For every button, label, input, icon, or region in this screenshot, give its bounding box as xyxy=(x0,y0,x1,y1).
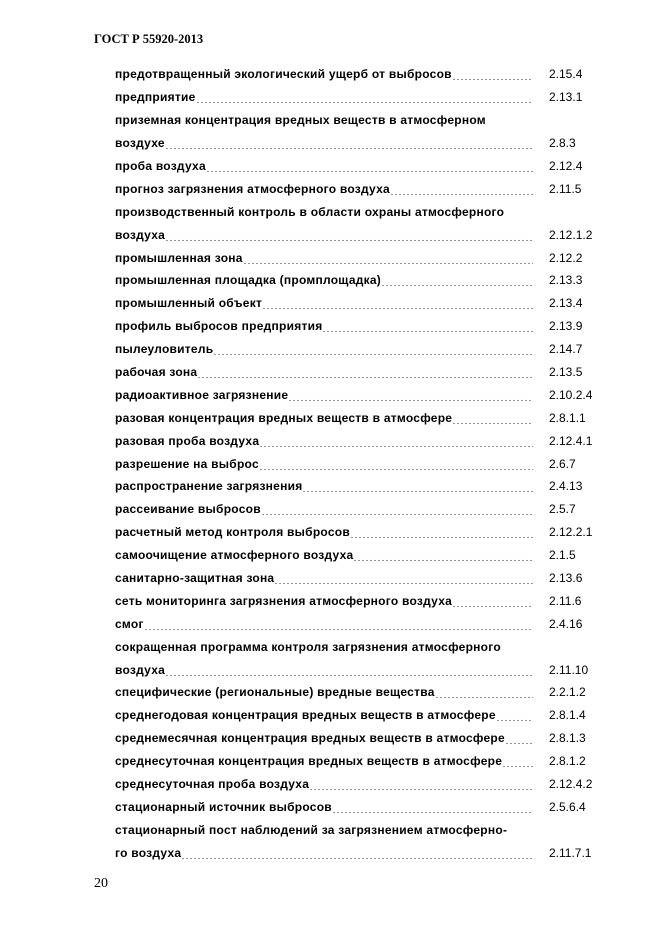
index-reference: 2.2.1.2 xyxy=(549,685,586,700)
index-entry xyxy=(115,223,605,246)
index-entry xyxy=(115,406,605,429)
index-entry xyxy=(115,681,605,704)
index-term: радиоактивное загрязнение xyxy=(115,387,289,402)
dot-leader xyxy=(288,389,533,401)
dot-leader xyxy=(181,847,533,859)
index-reference: 2.4.16 xyxy=(549,616,583,631)
index-term: среднесуточная концентрация вредных веществ в атмосфере xyxy=(115,754,503,769)
index-entry xyxy=(115,177,605,200)
index-term: среднегодовая концентрация вредных веществ в атмосфере xyxy=(115,708,496,723)
index-term: смог xyxy=(115,616,144,631)
index-entry-line xyxy=(115,818,605,841)
index-entry xyxy=(115,704,605,727)
index-term: воздухе xyxy=(115,136,165,151)
index-reference: 2.13.4 xyxy=(549,296,583,311)
index-entry xyxy=(115,750,605,773)
index-entry xyxy=(115,612,605,635)
index-term: распространение загрязнения xyxy=(115,479,303,494)
index-term: проба воздуха xyxy=(115,159,206,173)
index-term: самоочищение атмосферного воздуха xyxy=(115,548,354,563)
index-reference: 2.11.6 xyxy=(549,593,582,608)
index-entry xyxy=(115,86,605,109)
index-entry xyxy=(115,452,605,475)
index-term: расчетный метод контроля выбросов xyxy=(115,525,350,540)
index-entry xyxy=(115,429,605,452)
dot-leader xyxy=(322,320,533,332)
index-reference: 2.8.1.1 xyxy=(549,410,586,425)
index-term: рабочая зона xyxy=(115,365,198,380)
dot-leader xyxy=(452,68,533,80)
index-reference: 2.13.6 xyxy=(549,571,583,586)
dot-leader xyxy=(274,572,533,584)
index-term: среднесуточная проба воздуха xyxy=(115,777,310,792)
index-term-first-line: производственный контроль в области охраны атмосферного xyxy=(115,204,505,219)
index-entry xyxy=(115,498,605,521)
dot-leader xyxy=(262,297,533,309)
index-reference: 2.13.9 xyxy=(549,319,583,334)
index-reference: 2.13.3 xyxy=(549,273,583,288)
page-number: 20 xyxy=(94,876,108,891)
index-term: профиль выбросов предприятия xyxy=(115,319,323,334)
index-entry xyxy=(115,841,605,864)
term-index-list xyxy=(115,63,605,864)
index-reference: 2.12.4.1 xyxy=(549,433,593,448)
index-term: санитарно-защитная зона xyxy=(115,571,275,586)
index-term: воздуха xyxy=(115,227,166,242)
index-reference: 2.8.1.4 xyxy=(549,708,586,723)
index-entry xyxy=(115,475,605,498)
index-reference: 2.12.1.2 xyxy=(549,227,593,242)
index-term: промышленный объект xyxy=(115,296,263,311)
index-term: предприятие xyxy=(115,90,196,105)
index-entry xyxy=(115,132,605,155)
index-reference: 2.4.13 xyxy=(549,479,583,494)
index-entry xyxy=(115,63,605,86)
index-reference: 2.8.3 xyxy=(549,136,576,151)
index-entry-line xyxy=(115,635,605,658)
dot-leader xyxy=(144,618,533,630)
index-entry xyxy=(115,567,605,590)
index-entry xyxy=(115,521,605,544)
index-term: сеть мониторинга загрязнения атмосферного воздуха xyxy=(115,593,453,608)
dot-leader xyxy=(353,549,533,561)
index-entry xyxy=(115,383,605,406)
index-entry xyxy=(115,292,605,315)
dot-leader xyxy=(381,274,533,286)
index-entry xyxy=(115,361,605,384)
index-term-first-line: стационарный пост наблюдений за загрязнением атмосферно- xyxy=(115,822,508,837)
dot-leader xyxy=(332,801,533,813)
dot-leader xyxy=(165,664,533,676)
dot-leader xyxy=(302,480,533,492)
dot-leader xyxy=(496,709,533,721)
document-header: ГОСТ Р 55920-2013 xyxy=(94,32,204,46)
index-term: пылеуловитель xyxy=(115,342,214,357)
dot-leader xyxy=(435,686,533,698)
index-entry-line xyxy=(115,200,605,223)
dot-leader xyxy=(309,778,533,790)
index-entry xyxy=(115,269,605,292)
index-term: разовая концентрация вредных веществ в атмосфере xyxy=(115,410,453,425)
dot-leader xyxy=(350,526,533,538)
index-term: стационарный источник выбросов xyxy=(115,799,332,814)
index-entry xyxy=(115,246,605,269)
dot-leader xyxy=(213,343,533,355)
index-entry xyxy=(115,544,605,567)
index-reference: 2.1.5 xyxy=(549,548,576,563)
dot-leader xyxy=(197,366,533,378)
index-reference: 2.5.6.4 xyxy=(549,799,586,814)
dot-leader xyxy=(165,137,533,149)
index-entry-line xyxy=(115,109,605,132)
index-entry xyxy=(115,796,605,819)
index-reference: 2.12.2 xyxy=(549,250,583,265)
index-reference: 2.11.7.1 xyxy=(549,845,592,860)
index-reference: 2.11.10 xyxy=(549,662,589,677)
index-term: разовая проба воздуха xyxy=(115,433,260,448)
index-entry xyxy=(115,773,605,796)
dot-leader xyxy=(259,458,533,470)
dot-leader xyxy=(259,435,533,447)
index-reference: 2.13.5 xyxy=(549,365,583,380)
index-entry xyxy=(115,338,605,361)
index-reference: 2.5.7 xyxy=(549,502,576,517)
index-reference: 2.14.7 xyxy=(549,342,583,357)
index-reference: 2.8.1.3 xyxy=(549,731,586,746)
dot-leader xyxy=(502,755,533,767)
index-term: предотвращенный экологический ущерб от выбросов xyxy=(115,67,452,82)
index-entry xyxy=(115,658,605,681)
index-reference: 2.8.1.2 xyxy=(549,754,586,769)
index-entry xyxy=(115,589,605,612)
index-reference: 2.12.2.1 xyxy=(549,525,593,540)
index-reference: 2.12.4 xyxy=(549,159,583,173)
index-term: го воздуха xyxy=(115,845,182,860)
index-term-first-line: сокращенная программа контроля загрязнения атмосферного xyxy=(115,639,501,654)
index-term: разрешение на выброс xyxy=(115,456,259,471)
index-entry xyxy=(115,155,605,178)
index-term-first-line: приземная концентрация вредных веществ в атмосферном xyxy=(115,113,486,128)
index-term: промышленная площадка (промплощадка) xyxy=(115,273,382,288)
index-reference: 2.10.2.4 xyxy=(549,387,593,402)
dot-leader xyxy=(505,732,533,744)
index-term: среднемесячная концентрация вредных веществ в атмосфере xyxy=(115,731,505,746)
index-reference: 2.11.5 xyxy=(549,181,582,196)
dot-leader xyxy=(196,91,533,103)
dot-leader xyxy=(261,503,533,515)
index-term: воздуха xyxy=(115,662,166,677)
index-entry xyxy=(115,727,605,750)
dot-leader xyxy=(206,160,533,172)
dot-leader xyxy=(165,229,533,241)
dot-leader xyxy=(243,252,533,264)
dot-leader xyxy=(390,183,533,195)
index-reference: 2.6.7 xyxy=(549,456,576,471)
index-term: прогноз загрязнения атмосферного воздуха xyxy=(115,181,390,196)
index-term: рассеивание выбросов xyxy=(115,502,261,517)
index-term: промышленная зона xyxy=(115,250,243,265)
index-reference: 2.15.4 xyxy=(549,67,583,82)
index-reference: 2.12.4.2 xyxy=(549,777,593,792)
index-term: специфические (региональные) вредные вещества xyxy=(115,685,435,700)
index-entry xyxy=(115,315,605,338)
dot-leader xyxy=(452,412,533,424)
index-reference: 2.13.1 xyxy=(549,90,583,105)
dot-leader xyxy=(452,595,533,607)
